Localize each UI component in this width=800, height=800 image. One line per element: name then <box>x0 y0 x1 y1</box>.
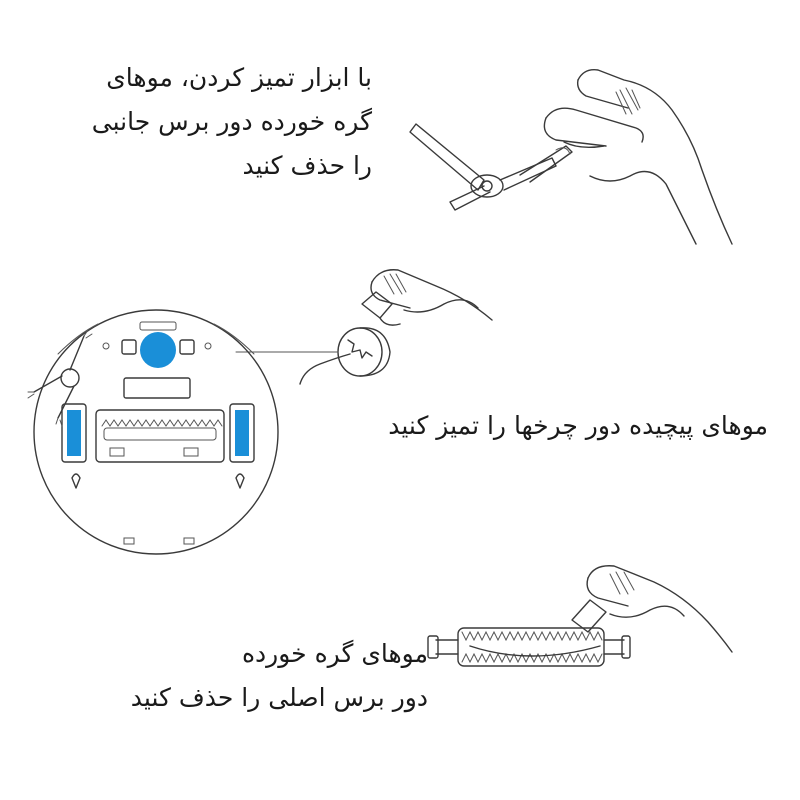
robot-vacuum-bottom-view-icon <box>28 310 278 554</box>
front-wheel <box>140 332 176 368</box>
right-wheel <box>235 410 249 456</box>
caption-line: گره خورده دور برس جانبی <box>91 107 372 136</box>
caption-line: موهای پیچیده دور چرخها را تمیز کنید <box>388 411 768 440</box>
hand-cleaning-side-brush-icon <box>410 70 732 244</box>
caption-line: را حذف کنید <box>242 151 372 180</box>
left-wheel <box>67 410 81 456</box>
caption-line: با ابزار تمیز کردن، موهای <box>106 63 372 92</box>
hand-cleaning-main-brush-icon <box>428 566 732 666</box>
side-brush <box>28 330 92 426</box>
hand-cleaning-wheel-icon <box>236 270 492 384</box>
caption-line: موهای گره خورده <box>241 639 428 668</box>
caption-line: دور برس اصلی را حذف کنید <box>130 683 428 712</box>
